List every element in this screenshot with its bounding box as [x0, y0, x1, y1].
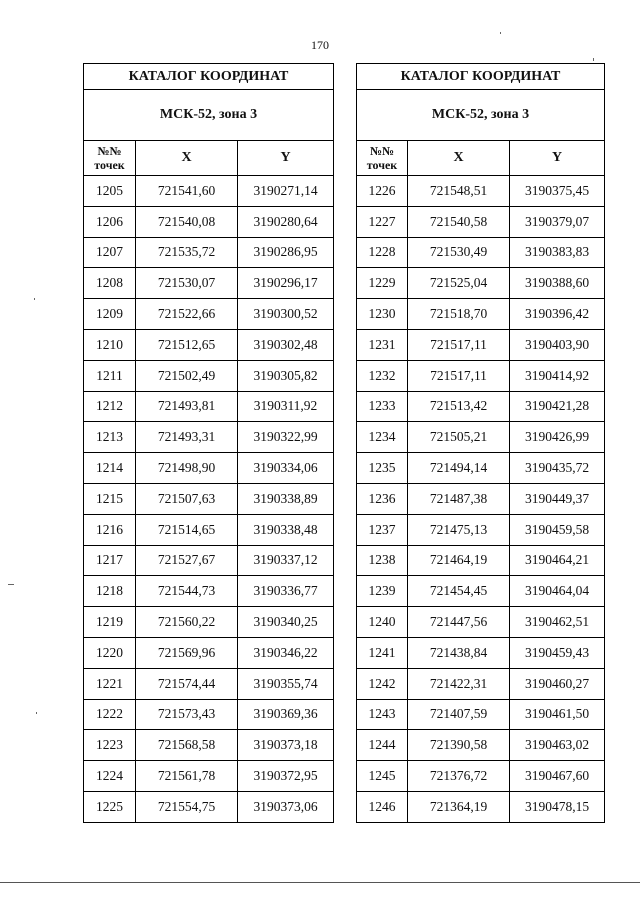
point-number-cell: 1230	[357, 299, 408, 330]
point-number-cell: 1219	[84, 607, 136, 638]
coordinate-system-zone: МСК-52, зона 3	[84, 90, 334, 141]
table-row	[84, 329, 334, 360]
y-coordinate-cell: 3190322,99	[238, 422, 334, 453]
y-coordinate-cell: 3190467,60	[510, 761, 605, 792]
y-coordinate-cell: 3190336,77	[238, 576, 334, 607]
point-number-cell: 1223	[84, 730, 136, 761]
y-coordinate-cell: 3190280,64	[238, 206, 334, 237]
y-coordinate-cell: 3190414,92	[510, 360, 605, 391]
point-number-cell: 1213	[84, 422, 136, 453]
y-coordinate-cell: 3190383,83	[510, 237, 605, 268]
table-row	[84, 453, 334, 484]
point-number-cell: 1206	[84, 206, 136, 237]
table-row	[357, 360, 605, 391]
point-number-cell: 1220	[84, 637, 136, 668]
x-coordinate-cell: 721530,49	[408, 237, 510, 268]
scan-speck	[36, 712, 37, 714]
y-coordinate-cell: 3190463,02	[510, 730, 605, 761]
point-number-cell: 1221	[84, 668, 136, 699]
catalog-title: КАТАЛОГ КООРДИНАТ	[84, 64, 334, 90]
point-number-cell: 1231	[357, 329, 408, 360]
point-number-cell: 1226	[357, 176, 408, 207]
point-number-cell: 1224	[84, 761, 136, 792]
column-header-x: X	[136, 141, 238, 176]
table-row	[357, 206, 605, 237]
point-number-cell: 1240	[357, 607, 408, 638]
x-coordinate-cell: 721535,72	[136, 237, 238, 268]
x-coordinate-cell: 721454,45	[408, 576, 510, 607]
table-row	[357, 699, 605, 730]
x-coordinate-cell: 721540,58	[408, 206, 510, 237]
x-coordinate-cell: 721447,56	[408, 607, 510, 638]
table-row	[357, 422, 605, 453]
y-coordinate-cell: 3190369,36	[238, 699, 334, 730]
table-row	[84, 391, 334, 422]
table-row	[357, 730, 605, 761]
x-coordinate-cell: 721513,42	[408, 391, 510, 422]
point-number-cell: 1225	[84, 791, 136, 822]
y-coordinate-cell: 3190462,51	[510, 607, 605, 638]
point-number-cell: 1242	[357, 668, 408, 699]
catalog-title: КАТАЛОГ КООРДИНАТ	[357, 64, 605, 90]
table-row	[84, 299, 334, 330]
x-coordinate-cell: 721487,38	[408, 483, 510, 514]
point-number-cell: 1232	[357, 360, 408, 391]
point-number-cell: 1245	[357, 761, 408, 792]
y-coordinate-cell: 3190375,45	[510, 176, 605, 207]
point-number-cell: 1205	[84, 176, 136, 207]
x-coordinate-cell: 721540,08	[136, 206, 238, 237]
x-coordinate-cell: 721390,58	[408, 730, 510, 761]
table-row	[357, 268, 605, 299]
x-coordinate-cell: 721569,96	[136, 637, 238, 668]
point-number-cell: 1238	[357, 545, 408, 576]
page-number: 170	[311, 38, 329, 52]
table-row	[357, 545, 605, 576]
scan-speck	[593, 58, 594, 61]
y-coordinate-cell: 3190464,04	[510, 576, 605, 607]
x-coordinate-cell: 721517,11	[408, 360, 510, 391]
column-header-y: Y	[238, 141, 334, 176]
point-number-cell: 1208	[84, 268, 136, 299]
point-number-cell: 1244	[357, 730, 408, 761]
y-coordinate-cell: 3190338,89	[238, 483, 334, 514]
table-row	[357, 176, 605, 207]
y-coordinate-cell: 3190464,21	[510, 545, 605, 576]
y-coordinate-cell: 3190305,82	[238, 360, 334, 391]
point-number-cell: 1246	[357, 791, 408, 822]
y-coordinate-cell: 3190372,95	[238, 761, 334, 792]
x-coordinate-cell: 721498,90	[136, 453, 238, 484]
y-coordinate-cell: 3190311,92	[238, 391, 334, 422]
table-row	[357, 637, 605, 668]
y-coordinate-cell: 3190426,99	[510, 422, 605, 453]
point-number-cell: 1234	[357, 422, 408, 453]
y-coordinate-cell: 3190449,37	[510, 483, 605, 514]
y-coordinate-cell: 3190459,58	[510, 514, 605, 545]
y-coordinate-cell: 3190302,48	[238, 329, 334, 360]
x-coordinate-cell: 721505,21	[408, 422, 510, 453]
table-row	[357, 299, 605, 330]
column-header-point-number: №№ точек	[357, 141, 408, 176]
column-header-x: X	[408, 141, 510, 176]
table-row	[84, 545, 334, 576]
table-row	[84, 637, 334, 668]
column-header-y: Y	[510, 141, 605, 176]
point-number-cell: 1237	[357, 514, 408, 545]
point-number-cell: 1216	[84, 514, 136, 545]
x-coordinate-cell: 721493,81	[136, 391, 238, 422]
point-number-cell: 1235	[357, 453, 408, 484]
y-coordinate-cell: 3190461,50	[510, 699, 605, 730]
y-coordinate-cell: 3190460,27	[510, 668, 605, 699]
y-coordinate-cell: 3190296,17	[238, 268, 334, 299]
table-row	[84, 483, 334, 514]
table-row	[357, 761, 605, 792]
point-number-cell: 1218	[84, 576, 136, 607]
table-row	[357, 791, 605, 822]
table-row	[84, 730, 334, 761]
x-coordinate-cell: 721530,07	[136, 268, 238, 299]
x-coordinate-cell: 721507,63	[136, 483, 238, 514]
y-coordinate-cell: 3190379,07	[510, 206, 605, 237]
y-coordinate-cell: 3190373,18	[238, 730, 334, 761]
table-row	[84, 268, 334, 299]
y-coordinate-cell: 3190388,60	[510, 268, 605, 299]
point-number-cell: 1217	[84, 545, 136, 576]
x-coordinate-cell: 721525,04	[408, 268, 510, 299]
y-coordinate-cell: 3190396,42	[510, 299, 605, 330]
x-coordinate-cell: 721560,22	[136, 607, 238, 638]
y-coordinate-cell: 3190334,06	[238, 453, 334, 484]
x-coordinate-cell: 721376,72	[408, 761, 510, 792]
point-number-cell: 1229	[357, 268, 408, 299]
x-coordinate-cell: 721494,14	[408, 453, 510, 484]
scan-speck	[500, 32, 501, 34]
x-coordinate-cell: 721493,31	[136, 422, 238, 453]
x-coordinate-cell: 721518,70	[408, 299, 510, 330]
coordinate-catalog-table-left	[83, 63, 334, 823]
point-number-cell: 1243	[357, 699, 408, 730]
x-coordinate-cell: 721574,44	[136, 668, 238, 699]
x-coordinate-cell: 721512,65	[136, 329, 238, 360]
table-row	[357, 668, 605, 699]
x-coordinate-cell: 721522,66	[136, 299, 238, 330]
x-coordinate-cell: 721541,60	[136, 176, 238, 207]
x-coordinate-cell: 721517,11	[408, 329, 510, 360]
table-row	[357, 514, 605, 545]
x-coordinate-cell: 721527,67	[136, 545, 238, 576]
coordinate-catalog-table-right	[356, 63, 605, 823]
point-number-cell: 1236	[357, 483, 408, 514]
table-row	[357, 391, 605, 422]
x-coordinate-cell: 721475,13	[408, 514, 510, 545]
y-coordinate-cell: 3190403,90	[510, 329, 605, 360]
point-number-cell: 1239	[357, 576, 408, 607]
point-number-cell: 1228	[357, 237, 408, 268]
y-coordinate-cell: 3190435,72	[510, 453, 605, 484]
point-number-cell: 1214	[84, 453, 136, 484]
table-row	[84, 699, 334, 730]
point-number-cell: 1227	[357, 206, 408, 237]
table-row	[84, 607, 334, 638]
x-coordinate-cell: 721514,65	[136, 514, 238, 545]
x-coordinate-cell: 721407,59	[408, 699, 510, 730]
y-coordinate-cell: 3190373,06	[238, 791, 334, 822]
x-coordinate-cell: 721544,73	[136, 576, 238, 607]
x-coordinate-cell: 721573,43	[136, 699, 238, 730]
point-number-cell: 1212	[84, 391, 136, 422]
y-coordinate-cell: 3190271,14	[238, 176, 334, 207]
point-number-cell: 1210	[84, 329, 136, 360]
table-row	[84, 514, 334, 545]
table-row	[84, 360, 334, 391]
y-coordinate-cell: 3190346,22	[238, 637, 334, 668]
table-row	[357, 607, 605, 638]
table-row	[357, 329, 605, 360]
table-row	[84, 422, 334, 453]
table-row	[84, 668, 334, 699]
y-coordinate-cell: 3190286,95	[238, 237, 334, 268]
table-row	[84, 206, 334, 237]
page-bottom-rule	[0, 882, 640, 883]
point-number-cell: 1215	[84, 483, 136, 514]
coordinate-system-zone: МСК-52, зона 3	[357, 90, 605, 141]
x-coordinate-cell: 721364,19	[408, 791, 510, 822]
x-coordinate-cell: 721422,31	[408, 668, 510, 699]
scan-speck	[34, 298, 35, 300]
y-coordinate-cell: 3190421,28	[510, 391, 605, 422]
y-coordinate-cell: 3190355,74	[238, 668, 334, 699]
table-row	[84, 761, 334, 792]
x-coordinate-cell: 721554,75	[136, 791, 238, 822]
table-row	[84, 176, 334, 207]
table-row	[84, 576, 334, 607]
point-number-cell: 1209	[84, 299, 136, 330]
y-coordinate-cell: 3190338,48	[238, 514, 334, 545]
table-row	[357, 483, 605, 514]
table-row	[357, 237, 605, 268]
y-coordinate-cell: 3190459,43	[510, 637, 605, 668]
x-coordinate-cell: 721561,78	[136, 761, 238, 792]
x-coordinate-cell: 721502,49	[136, 360, 238, 391]
y-coordinate-cell: 3190300,52	[238, 299, 334, 330]
x-coordinate-cell: 721464,19	[408, 545, 510, 576]
x-coordinate-cell: 721438,84	[408, 637, 510, 668]
point-number-cell: 1211	[84, 360, 136, 391]
x-coordinate-cell: 721568,58	[136, 730, 238, 761]
y-coordinate-cell: 3190340,25	[238, 607, 334, 638]
y-coordinate-cell: 3190478,15	[510, 791, 605, 822]
table-row	[357, 576, 605, 607]
x-coordinate-cell: 721548,51	[408, 176, 510, 207]
point-number-cell: 1233	[357, 391, 408, 422]
y-coordinate-cell: 3190337,12	[238, 545, 334, 576]
point-number-cell: 1207	[84, 237, 136, 268]
scan-speck	[8, 584, 14, 585]
point-number-cell: 1241	[357, 637, 408, 668]
column-header-point-number: №№ точек	[84, 141, 136, 176]
table-row	[357, 453, 605, 484]
point-number-cell: 1222	[84, 699, 136, 730]
table-row	[84, 791, 334, 822]
table-row	[84, 237, 334, 268]
